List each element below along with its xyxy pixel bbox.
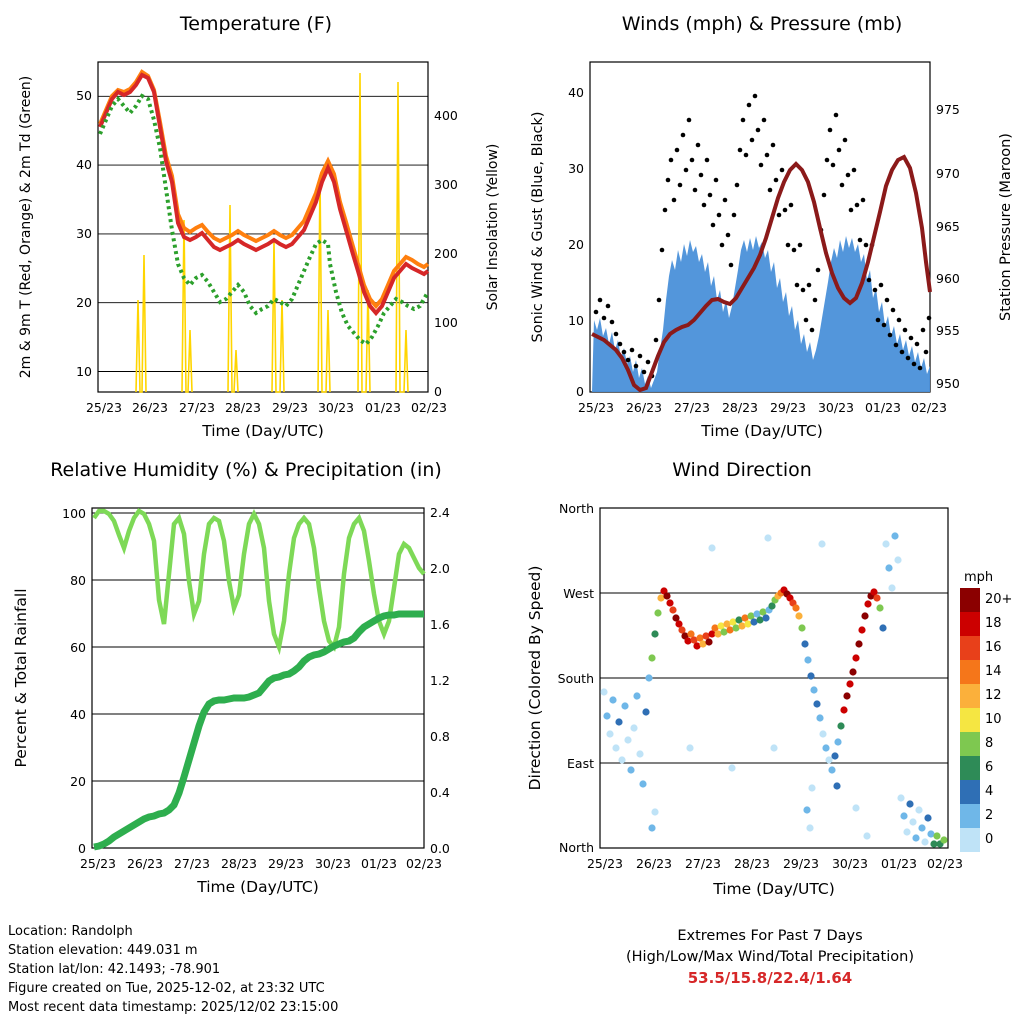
legend-label: 12 [985, 688, 1002, 703]
winds-yticks [568, 85, 584, 399]
legend-label: 6 [985, 760, 994, 775]
svg-text:30/23: 30/23 [314, 856, 352, 871]
panel-humidity-precip [0, 448, 512, 908]
svg-text:North: North [559, 840, 594, 855]
winds-pressure-chart [512, 0, 1024, 440]
total-rainfall-series [94, 614, 424, 847]
wind-direction-title: Wind Direction [672, 459, 812, 481]
svg-text:01/23: 01/23 [364, 400, 402, 415]
legend-label: 14 [985, 664, 1002, 679]
wind-direction-points [600, 532, 947, 847]
svg-text:960: 960 [936, 271, 960, 286]
wind-direction-yticks [558, 501, 594, 855]
legend-swatch [960, 708, 980, 732]
wind-direction-xticks [587, 856, 963, 871]
legend-entry [960, 588, 1024, 612]
svg-text:29/23: 29/23 [271, 400, 309, 415]
svg-text:29/23: 29/23 [782, 856, 820, 871]
gridlines [98, 96, 428, 371]
relative-humidity-series [94, 511, 424, 647]
wind-direction-chart [512, 448, 1024, 908]
svg-text:02/23: 02/23 [405, 856, 443, 871]
svg-text:200: 200 [434, 246, 458, 261]
legend-label: 20+ [985, 592, 1013, 607]
svg-text:29/23: 29/23 [267, 856, 305, 871]
svg-text:20: 20 [76, 295, 92, 310]
svg-text:West: West [563, 586, 594, 601]
metadata-block [8, 922, 478, 1017]
temperature-chart [0, 0, 512, 440]
svg-text:40: 40 [76, 157, 92, 172]
svg-text:26/23: 26/23 [131, 400, 169, 415]
legend-swatch [960, 684, 980, 708]
extremes-subheading: (High/Low/Max Wind/Total Precipitation) [626, 949, 914, 965]
legend-swatch [960, 756, 980, 780]
svg-text:0.8: 0.8 [430, 729, 450, 744]
svg-text:28/23: 28/23 [224, 400, 262, 415]
svg-text:26/23: 26/23 [635, 856, 673, 871]
svg-text:0: 0 [78, 841, 86, 856]
svg-text:25/23: 25/23 [586, 856, 624, 871]
svg-text:20: 20 [568, 237, 584, 252]
svg-text:30: 30 [568, 161, 584, 176]
extremes-values: 53.5/15.8/22.4/1.64 [687, 969, 853, 987]
pressure-yticks [936, 102, 960, 391]
svg-text:975: 975 [936, 102, 960, 117]
legend-label: 16 [985, 640, 1002, 655]
legend-swatch [960, 732, 980, 756]
legend-swatch [960, 660, 980, 684]
temperature-title: Temperature (F) [179, 13, 333, 35]
elevation-text: Station elevation: 449.031 m [8, 943, 198, 958]
gridlines [92, 513, 424, 781]
legend-label: 8 [985, 736, 994, 751]
recent-timestamp-text: Most recent data timestamp: 2025/12/02 23:15:00 [8, 1000, 339, 1015]
humidity-xlabel: Time (Day/UTC) [197, 878, 319, 896]
legend-entry [960, 636, 1024, 660]
legend-entry [960, 684, 1024, 708]
svg-text:30: 30 [76, 226, 92, 241]
legend-label: 18 [985, 616, 1002, 631]
svg-text:27/23: 27/23 [684, 856, 722, 871]
svg-text:100: 100 [62, 506, 86, 521]
legend-label: 0 [985, 832, 994, 847]
svg-text:26/23: 26/23 [126, 856, 164, 871]
sonic-wind-series [592, 236, 930, 392]
svg-text:28/23: 28/23 [733, 856, 771, 871]
plot-frame [98, 62, 428, 392]
svg-text:950: 950 [936, 376, 960, 391]
panel-temperature [0, 0, 512, 440]
svg-text:01/23: 01/23 [864, 400, 902, 415]
svg-text:2.0: 2.0 [430, 561, 450, 576]
legend-entry [960, 804, 1024, 828]
legend-entry [960, 732, 1024, 756]
extremes-block [560, 926, 980, 989]
wind-speed-legend [960, 570, 1024, 870]
wind-direction-ylabel: Direction (Colored By Speed) [526, 565, 544, 791]
legend-entry [960, 660, 1024, 684]
precip-yticks [430, 505, 450, 856]
extremes-heading: Extremes For Past 7 Days [677, 928, 863, 944]
svg-text:10: 10 [76, 364, 92, 379]
svg-text:0: 0 [576, 384, 584, 399]
pressure-ylabel: Station Pressure (Maroon) [998, 133, 1014, 321]
panel-winds-pressure [512, 0, 1024, 440]
solar-ylabel: Solar Insolation (Yellow) [485, 143, 501, 311]
svg-text:01/23: 01/23 [880, 856, 918, 871]
svg-text:25/23: 25/23 [85, 400, 123, 415]
panel-wind-direction [512, 448, 1024, 908]
svg-text:29/23: 29/23 [769, 400, 807, 415]
svg-text:East: East [567, 756, 594, 771]
temperature-yticks [76, 88, 92, 379]
svg-text:01/23: 01/23 [360, 856, 398, 871]
winds-title: Winds (mph) & Pressure (mb) [621, 13, 903, 35]
svg-text:27/23: 27/23 [673, 400, 711, 415]
legend-swatch [960, 780, 980, 804]
svg-text:0: 0 [434, 384, 442, 399]
location-text: Location: Randolph [8, 924, 133, 939]
svg-text:0.0: 0.0 [430, 841, 450, 856]
svg-text:100: 100 [434, 315, 458, 330]
legend-swatch [960, 612, 980, 636]
temperature-ylabel: 2m & 9m T (Red, Orange) & 2m Td (Green) [18, 75, 34, 379]
svg-text:1.2: 1.2 [430, 673, 450, 688]
temperature-xlabel: Time (Day/UTC) [202, 422, 324, 440]
winds-xticks [578, 400, 947, 415]
legend-label: 2 [985, 808, 994, 823]
svg-text:26/23: 26/23 [625, 400, 663, 415]
svg-text:25/23: 25/23 [577, 400, 615, 415]
legend-entry [960, 612, 1024, 636]
svg-text:02/23: 02/23 [910, 400, 948, 415]
temperature-xticks [86, 400, 447, 415]
legend-swatch [960, 636, 980, 660]
svg-text:30/23: 30/23 [817, 400, 855, 415]
svg-text:50: 50 [76, 88, 92, 103]
svg-text:25/23: 25/23 [79, 856, 117, 871]
svg-text:30/23: 30/23 [317, 400, 355, 415]
temperature-2m-series [100, 75, 428, 313]
svg-text:80: 80 [70, 573, 86, 588]
svg-text:970: 970 [936, 166, 960, 181]
svg-text:27/23: 27/23 [173, 856, 211, 871]
svg-text:60: 60 [70, 640, 86, 655]
svg-text:40: 40 [70, 707, 86, 722]
winds-xlabel: Time (Day/UTC) [701, 422, 823, 440]
humidity-yticks [62, 506, 86, 856]
svg-text:40: 40 [568, 85, 584, 100]
svg-text:02/23: 02/23 [926, 856, 964, 871]
svg-text:400: 400 [434, 108, 458, 123]
solar-yticks [434, 108, 458, 399]
humidity-title: Relative Humidity (%) & Precipitation (in) [50, 459, 442, 481]
wind-direction-xlabel: Time (Day/UTC) [713, 880, 835, 898]
svg-text:0.4: 0.4 [430, 785, 450, 800]
svg-text:955: 955 [936, 323, 960, 338]
legend-entry [960, 780, 1024, 804]
svg-text:20: 20 [70, 774, 86, 789]
legend-entry [960, 756, 1024, 780]
latlon-text: Station lat/lon: 42.1493; -78.901 [8, 962, 221, 977]
svg-text:30/23: 30/23 [831, 856, 869, 871]
svg-text:28/23: 28/23 [220, 856, 258, 871]
svg-text:965: 965 [936, 219, 960, 234]
legend-title: mph [964, 570, 994, 585]
humidity-ylabel: Percent & Total Rainfall [12, 588, 30, 768]
legend-swatch [960, 804, 980, 828]
figure-created-text: Figure created on Tue, 2025-12-02, at 23:32 UTC [8, 981, 325, 996]
legend-label: 10 [985, 712, 1002, 727]
svg-text:300: 300 [434, 177, 458, 192]
svg-text:South: South [557, 671, 594, 686]
legend-swatch [960, 828, 980, 852]
humidity-xticks [80, 856, 442, 871]
svg-text:1.6: 1.6 [430, 617, 450, 632]
svg-text:27/23: 27/23 [178, 400, 216, 415]
legend-label: 4 [985, 784, 994, 799]
svg-text:North: North [559, 501, 594, 516]
legend-entry [960, 828, 1024, 852]
legend-entry [960, 708, 1024, 732]
svg-text:02/23: 02/23 [410, 400, 448, 415]
legend-swatch [960, 588, 980, 612]
winds-ylabel: Sonic Wind & Gust (Blue, Black) [530, 111, 546, 343]
svg-text:28/23: 28/23 [721, 400, 759, 415]
svg-text:2.4: 2.4 [430, 505, 450, 520]
plot-frame [92, 508, 424, 848]
svg-text:10: 10 [568, 313, 584, 328]
humidity-precip-chart [0, 448, 512, 908]
